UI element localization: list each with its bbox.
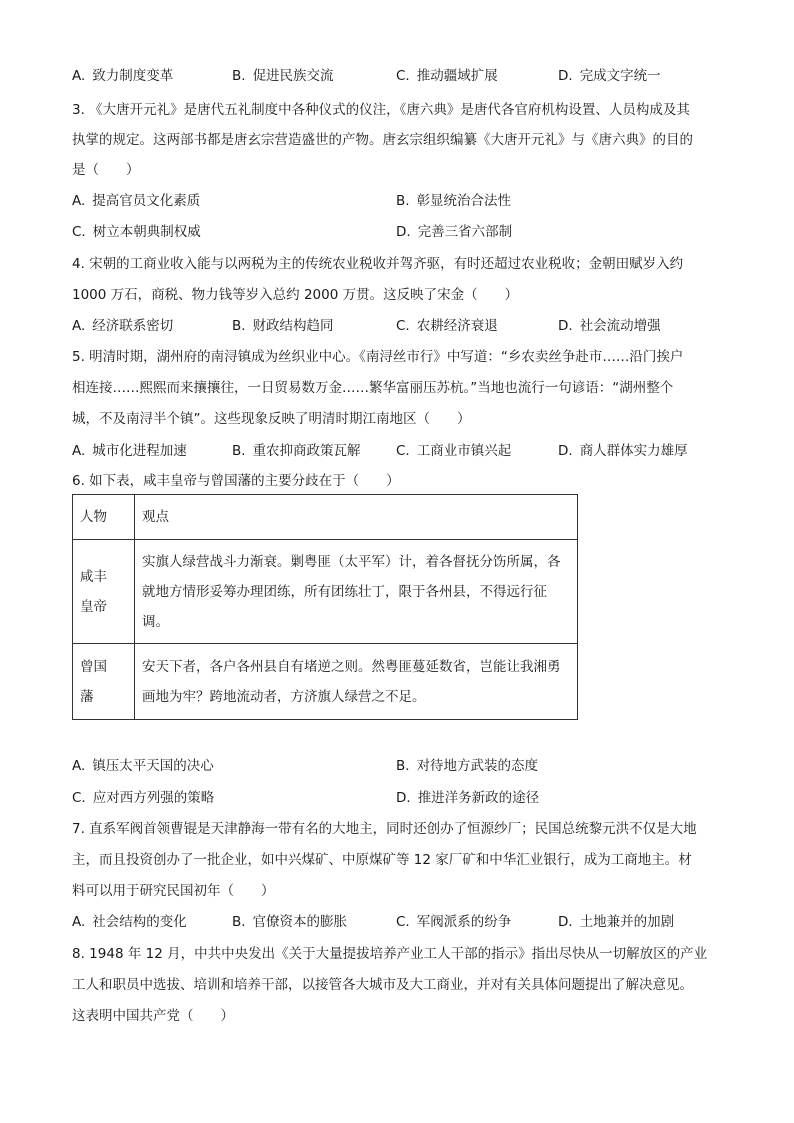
option-text: 财政结构趋同: [252, 318, 334, 334]
q4-stem-line-2: 1000 万石，商税、物力钱等岁入总约 2000 万贯。这反映了宋金（ ）: [72, 287, 519, 303]
option-letter: D.: [558, 443, 573, 459]
option-text: 促进民族交流: [252, 68, 334, 84]
q7-options: [72, 911, 724, 933]
option-text: 完善三省六部制: [417, 224, 513, 240]
q5-stem-line-2: 相连接……熙熙而来攘攘往，一日贸易数万金……繁华富丽压苏杭。”当地也流行一句谚语：“湖州整个: [72, 380, 674, 396]
q7-option-b[interactable]: [232, 911, 347, 933]
option-text: 重农抑商政策瓦解: [252, 443, 361, 459]
q6-option-c[interactable]: [72, 787, 214, 809]
q7-stem-line-1: 7. 直系军阀首领曹锟是天津静海一带有名的大地主，同时还创办了恒源纱厂；民国总统黎元洪不仅是大地: [72, 821, 697, 837]
option-letter: B.: [232, 914, 246, 930]
q2-option-c[interactable]: [396, 65, 498, 87]
option-text: 树立本朝典制权威: [92, 224, 201, 240]
q3-stem-line-1: 3. 《大唐开元礼》是唐代五礼制度中各种仪式的仪注，《唐六典》是唐代各官府机构设置、人员构成及其: [72, 102, 690, 118]
q6-option-d[interactable]: [396, 787, 539, 809]
q6-options-row-1: [72, 755, 724, 777]
option-text: 致力制度变革: [92, 68, 174, 84]
q8-stem-line-3: 这表明中国共产党（ ）: [72, 1008, 234, 1024]
q5-option-a[interactable]: [72, 440, 187, 462]
person-name-line: 藩: [80, 688, 94, 705]
option-letter: C.: [396, 68, 410, 84]
option-text: 完成文字统一: [579, 68, 661, 84]
q2-options: [72, 65, 724, 87]
person-name-line: 皇帝: [80, 598, 107, 615]
option-text: 城市化进程加速: [92, 443, 187, 459]
q7-option-a[interactable]: [72, 911, 187, 933]
q7-stem-line-3: 料可以用于研究民国初年（ ）: [72, 883, 275, 899]
option-letter: D.: [396, 224, 411, 240]
option-text: 镇压太平天国的决心: [92, 758, 214, 774]
q6-option-b[interactable]: [396, 755, 538, 777]
option-text: 军阀派系的纷争: [416, 914, 512, 930]
option-text: 提高官员文化素质: [92, 193, 201, 209]
option-letter: D.: [396, 790, 411, 806]
option-letter: C.: [396, 318, 410, 334]
q6-table: [72, 494, 578, 720]
q5-stem-line-1: 5. 明清时期，湖州府的南浔镇成为丝织业中心。《南浔丝市行》中写道：“乡农卖丝争赴市……沿门挨户: [72, 349, 684, 365]
q3-option-d[interactable]: [396, 221, 512, 243]
q3-stem-line-2: 执掌的规定。这两部书都是唐玄宗营造盛世的产物。唐玄宗组织编纂《大唐开元礼》与《唐六典》的目的: [72, 132, 693, 148]
option-letter: A.: [72, 193, 86, 209]
option-letter: A.: [72, 318, 86, 334]
option-letter: B.: [232, 68, 246, 84]
q7-stem-line-2: 主，而且投资创办了一批企业，如中兴煤矿、中原煤矿等 12 家厂矿和中华汇业银行，成为工商地主。材: [72, 852, 692, 868]
option-letter: B.: [396, 758, 410, 774]
q3-option-c[interactable]: [72, 221, 201, 243]
option-letter: C.: [396, 443, 410, 459]
option-text: 彰显统治合法性: [416, 193, 512, 209]
table-cell-person: [73, 644, 135, 720]
q3-options-row-2: [72, 221, 724, 243]
table-header-view: 观点: [135, 495, 578, 540]
option-text: 商人群体实力雄厚: [579, 443, 688, 459]
option-letter: D.: [558, 914, 573, 930]
table-cell-view: 安天下者，各户各州县自有堵逆之则。然粤匪蔓延数省，岂能让我湘勇画地为牢？跨地流动者，方济旗人绿营之不足。: [135, 644, 578, 720]
option-letter: B.: [232, 443, 246, 459]
q3-option-b[interactable]: [396, 190, 511, 212]
q2-option-b[interactable]: [232, 65, 334, 87]
q4-option-a[interactable]: [72, 315, 173, 337]
q4-option-c[interactable]: [396, 315, 498, 337]
q8-stem-line-2: 工人和职员中选拔、培训和培养干部，以接管各大城市及大工商业，并对有关具体问题提出了解决意见。: [72, 977, 693, 993]
q2-option-d[interactable]: [558, 65, 661, 87]
option-letter: B.: [232, 318, 246, 334]
option-text: 推进洋务新政的途径: [417, 790, 540, 806]
person-name-line: 咸丰: [80, 568, 107, 585]
table-cell-view: 实旗人绿营战斗力渐衰。剿粤匪（太平军）计，着各督抚分饬所属，各就地方情形妥筹办理团练，所有团练壮丁，限于各州县，不得远行征调。: [135, 540, 578, 644]
table-cell-person: [73, 540, 135, 644]
option-letter: A.: [72, 443, 86, 459]
option-letter: A.: [72, 68, 86, 84]
q5-option-b[interactable]: [232, 440, 361, 462]
option-text: 对待地方武装的态度: [416, 758, 539, 774]
table-header-person: 人物: [73, 495, 135, 540]
option-text: 社会结构的变化: [92, 914, 187, 930]
person-name-line: 曾国: [80, 658, 107, 675]
option-text: 推动疆域扩展: [416, 68, 498, 84]
q3-stem-line-3: 是（ ）: [72, 162, 140, 178]
q8-stem-line-1: 8. 1948 年 12 月，中共中央发出《关于大量提拔培养产业工人干部的指示》指出尽快从一切解放区的产业: [72, 946, 708, 962]
option-letter: A.: [72, 914, 86, 930]
option-text: 经济联系密切: [92, 318, 174, 334]
q6-options-row-2: [72, 787, 724, 809]
q6-stem: 6. 如下表，咸丰皇帝与曾国藩的主要分歧在于（ ）: [72, 473, 400, 489]
q2-option-a[interactable]: [72, 65, 173, 87]
table-header-row: [73, 495, 578, 540]
q5-option-c[interactable]: [396, 440, 511, 462]
option-letter: A.: [72, 758, 86, 774]
option-text: 农耕经济衰退: [416, 318, 498, 334]
q7-option-d[interactable]: [558, 911, 674, 933]
option-text: 工商业市镇兴起: [416, 443, 512, 459]
option-letter: D.: [558, 318, 573, 334]
option-letter: B.: [396, 193, 410, 209]
q5-options: [72, 440, 724, 462]
q4-option-b[interactable]: [232, 315, 334, 337]
option-letter: C.: [72, 790, 86, 806]
table-row: [73, 644, 578, 720]
option-text: 官僚资本的膨胀: [252, 914, 348, 930]
q4-options: [72, 315, 724, 337]
q5-option-d[interactable]: [558, 440, 688, 462]
option-letter: D.: [558, 68, 573, 84]
option-text: 土地兼并的加剧: [579, 914, 675, 930]
q4-stem-line-1: 4. 宋朝的工商业收入能与以两税为主的传统农业税收并驾齐驱，有时还超过农业税收；金朝田赋岁入约: [72, 256, 684, 272]
q5-stem-line-3: 城，不及南浔半个镇”。这些现象反映了明清时期江南地区（ ）: [72, 411, 471, 427]
q3-options-row-1: [72, 190, 724, 212]
option-letter: C.: [72, 224, 86, 240]
table-row: [73, 540, 578, 644]
q6-option-a[interactable]: [72, 755, 214, 777]
q3-option-a[interactable]: [72, 190, 200, 212]
option-letter: C.: [396, 914, 410, 930]
q7-option-c[interactable]: [396, 911, 511, 933]
q4-option-d[interactable]: [558, 315, 661, 337]
option-text: 应对西方列强的策略: [92, 790, 215, 806]
option-text: 社会流动增强: [579, 318, 661, 334]
